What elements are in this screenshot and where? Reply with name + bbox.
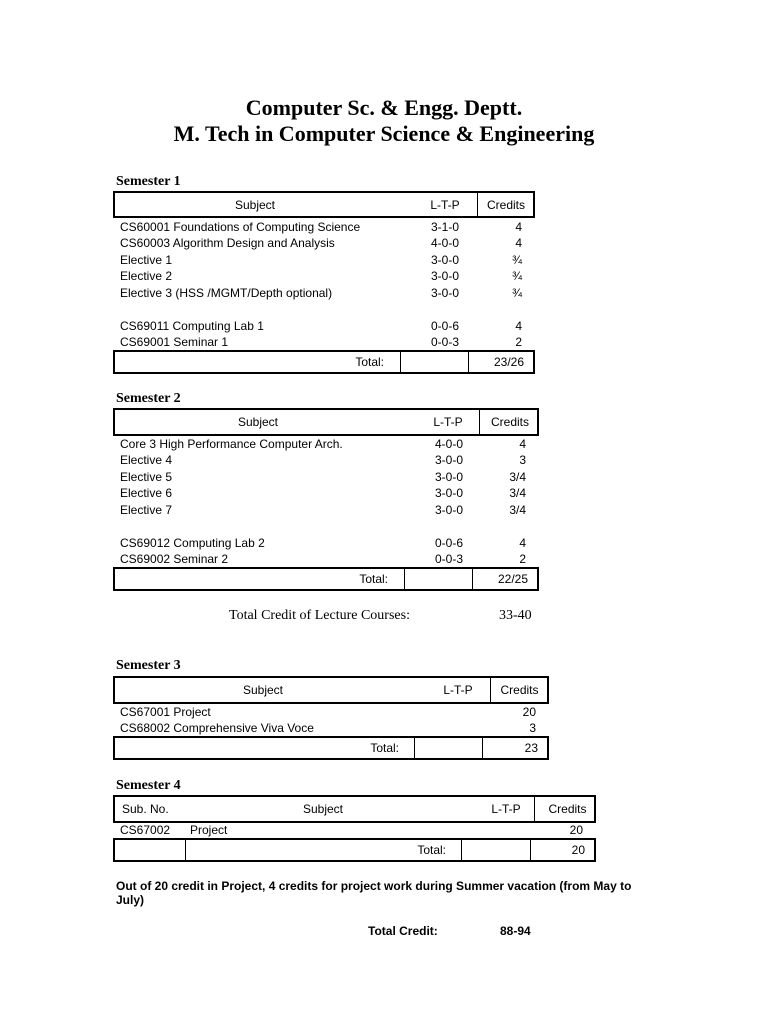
total-value: 23 xyxy=(524,741,538,755)
table-row-subject: CS68002 Comprehensive Viva Voce xyxy=(120,721,314,735)
credits-header: Credits xyxy=(500,683,539,697)
table-row-ltp: 0-0-3 xyxy=(430,335,459,349)
table-row-credits: 3 xyxy=(529,721,536,735)
ltp-header: L-T-P xyxy=(491,802,521,816)
table-row-ltp: 3-0-0 xyxy=(434,470,463,484)
table-row-credits: 4 xyxy=(519,437,526,451)
table-row-subject: CS60001 Foundations of Computing Science xyxy=(120,220,361,234)
table-row-credits: 20 xyxy=(522,705,536,719)
table-row-credits: 3/4 xyxy=(509,470,526,484)
total-credit-label: Total Credit: xyxy=(368,924,438,938)
table-row-subject: CS67001 Project xyxy=(120,705,211,719)
table-row-ltp: 3-0-0 xyxy=(434,486,463,500)
table-row-subject: CS69001 Seminar 1 xyxy=(120,335,229,349)
table-row-credits: 4 xyxy=(519,536,526,550)
lecture-credit-label: Total Credit of Lecture Courses: xyxy=(229,608,410,623)
table-row-subject: Elective 7 xyxy=(120,503,173,517)
page-subtitle: M. Tech in Computer Science & Engineering xyxy=(173,121,595,146)
total-value: 22/25 xyxy=(497,572,528,586)
semester-1-title: Semester 1 xyxy=(116,174,181,189)
total-label: Total: xyxy=(355,355,384,369)
table-row-subject: Elective 1 xyxy=(120,253,173,267)
lecture-credit-value: 33-40 xyxy=(499,608,532,623)
table-row-credits: ¾ xyxy=(511,269,522,283)
table-row-ltp: 3-0-0 xyxy=(430,253,459,267)
semester-3-title: Semester 3 xyxy=(116,658,181,673)
total-value: 23/26 xyxy=(493,355,524,369)
table-row-ltp: 3-0-0 xyxy=(430,286,459,300)
table-row-credits: 4 xyxy=(515,319,522,333)
subject-header: Subject xyxy=(234,198,276,212)
table-row-credits: 20 xyxy=(569,823,583,837)
subno-header: Sub. No. xyxy=(122,802,169,816)
table-row-credits: 2 xyxy=(519,552,526,566)
table-row-credits: 3/4 xyxy=(509,503,526,517)
table-row-ltp: 4-0-0 xyxy=(430,236,459,250)
table-row-credits: ¾ xyxy=(511,253,522,267)
ltp-header: L-T-P xyxy=(433,415,463,429)
table-row-ltp: 3-1-0 xyxy=(430,220,459,234)
table-row-credits: 3/4 xyxy=(509,486,526,500)
semester-2-title: Semester 2 xyxy=(116,391,181,406)
ltp-header: L-T-P xyxy=(430,198,460,212)
total-label: Total: xyxy=(359,572,388,586)
credits-header: Credits xyxy=(490,415,529,429)
table-row-ltp: 3-0-0 xyxy=(434,503,463,517)
subject-header: Subject xyxy=(242,683,284,697)
table-row-subject: CS69011 Computing Lab 1 xyxy=(120,319,264,333)
table-row-subject: Elective 5 xyxy=(120,470,173,484)
table-row-credits: 2 xyxy=(515,335,522,349)
table-row-subno: CS67002 xyxy=(120,823,171,837)
project-note: Out of 20 credit in Project, 4 credits for project work during Summer vacation (from May to July) xyxy=(116,879,632,907)
total-label: Total: xyxy=(417,843,446,857)
credits-header: Credits xyxy=(548,802,587,816)
credits-header: Credits xyxy=(486,198,525,212)
page-title: Computer Sc. & Engg. Deptt. xyxy=(245,95,523,120)
total-label: Total: xyxy=(370,741,399,755)
table-row-subject: Elective 3 (HSS /MGMT/Depth optional) xyxy=(120,286,333,300)
total-value: 20 xyxy=(571,843,585,857)
table-row-ltp: 3-0-0 xyxy=(434,453,463,467)
table-row-credits: 4 xyxy=(515,220,522,234)
table-row-ltp: 0-0-3 xyxy=(434,552,463,566)
ltp-header: L-T-P xyxy=(443,683,473,697)
table-row-subject: CS69002 Seminar 2 xyxy=(120,552,229,566)
table-row-ltp: 4-0-0 xyxy=(434,437,463,451)
table-row-subject: Core 3 High Performance Computer Arch. xyxy=(120,437,343,451)
table-row-ltp: 0-0-6 xyxy=(430,319,459,333)
table-row-subject: Elective 6 xyxy=(120,486,173,500)
table-row-subject: Elective 2 xyxy=(120,269,173,283)
table-row-subject: Project xyxy=(190,823,228,837)
subject-header: Subject xyxy=(237,415,279,429)
table-row-credits: 3 xyxy=(519,453,526,467)
subject-header: Subject xyxy=(302,802,344,816)
total-credit-value: 88-94 xyxy=(500,924,531,938)
table-row-credits: 4 xyxy=(515,236,522,250)
table-row-ltp: 0-0-6 xyxy=(434,536,463,550)
table-row-subject: CS60003 Algorithm Design and Analysis xyxy=(120,236,335,250)
semester-4-total-row xyxy=(113,838,596,862)
table-row-subject: Elective 4 xyxy=(120,453,173,467)
table-row-subject: CS69012 Computing Lab 2 xyxy=(120,536,265,550)
semester-4-title: Semester 4 xyxy=(116,778,181,793)
table-row-ltp: 3-0-0 xyxy=(430,269,459,283)
table-row-credits: ¾ xyxy=(511,286,522,300)
